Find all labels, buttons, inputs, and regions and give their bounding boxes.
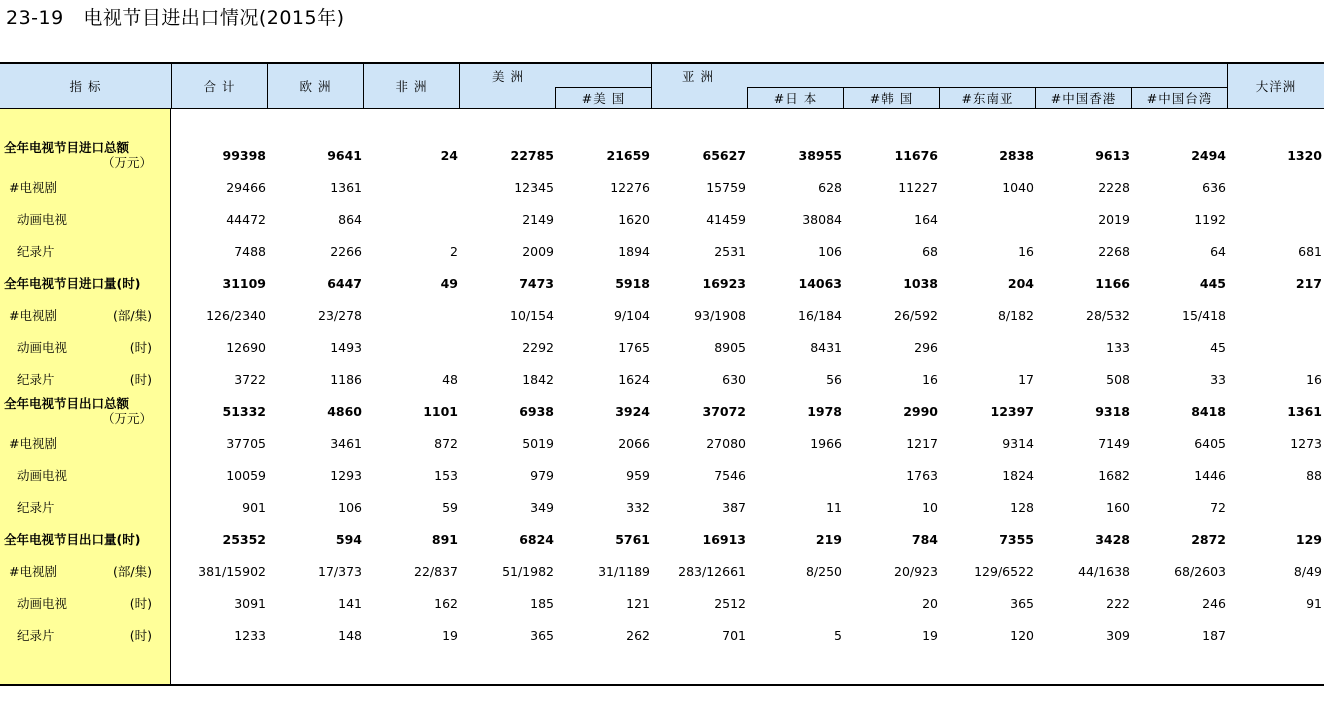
table-cell: 1620: [618, 212, 650, 227]
table-cell: 219: [815, 532, 842, 547]
data-table: [0, 62, 1324, 687]
table-cell: 16: [1306, 372, 1322, 387]
table-cell: 2009: [522, 244, 554, 259]
table-row: [0, 620, 1324, 652]
table-row: [0, 588, 1324, 620]
table-cell: 128: [1010, 500, 1034, 515]
table-cell: 246: [1202, 596, 1226, 611]
row-label: 全年电视节目进口量(时): [4, 276, 141, 291]
table-cell: 701: [722, 628, 746, 643]
table-cell: [1228, 300, 1322, 332]
table-cell: 9/104: [613, 308, 650, 323]
table-cell: 41459: [706, 212, 746, 227]
table-cell: 891: [431, 532, 458, 547]
table-cell: [748, 460, 842, 492]
row-unit: (时): [129, 340, 152, 355]
table-cell: 8/49: [1293, 564, 1322, 579]
table-cell: 2019: [1098, 212, 1130, 227]
table-cell: 5918: [615, 276, 650, 291]
table-cell: 31109: [222, 276, 266, 291]
table-cell: 44472: [226, 212, 266, 227]
table-cell: 51332: [222, 404, 266, 419]
table-cell: 8/250: [805, 564, 842, 579]
table-cell: 2494: [1191, 148, 1226, 163]
table-cell: 6447: [327, 276, 362, 291]
row-label: 全年电视节目进口总额: [4, 140, 130, 155]
table-cell: 309: [1106, 628, 1130, 643]
table-cell: 25352: [222, 532, 266, 547]
table-cell: 628: [818, 180, 842, 195]
header-oceania: 大洋洲: [1228, 64, 1324, 108]
table-cell: 365: [530, 628, 554, 643]
header-bottom-border: [0, 108, 1324, 109]
table-cell: 24: [440, 148, 458, 163]
header-africa: 非 洲: [364, 64, 460, 108]
row-label: #电视剧: [9, 436, 57, 451]
table-cell: 38084: [802, 212, 842, 227]
table-cell: 9318: [1095, 404, 1130, 419]
table-cell: 93/1908: [694, 308, 746, 323]
table-cell: 51/1982: [502, 564, 554, 579]
table-cell: 121: [626, 596, 650, 611]
table-cell: 508: [1106, 372, 1130, 387]
table-cell: 8905: [714, 340, 746, 355]
row-label: #电视剧: [9, 564, 57, 579]
row-unit: (时): [129, 596, 152, 611]
table-cell: 1293: [330, 468, 362, 483]
row-label: 纪录片: [17, 628, 55, 643]
row-unit: （万元）: [101, 155, 152, 170]
table-cell: 148: [338, 628, 362, 643]
table-cell: 22/837: [414, 564, 458, 579]
table-cell: 8/182: [997, 308, 1034, 323]
table-row: [0, 332, 1324, 364]
table-cell: 1192: [1194, 212, 1226, 227]
row-unit: (部/集): [113, 308, 152, 323]
table-cell: 784: [911, 532, 938, 547]
table-cell: 1320: [1287, 148, 1322, 163]
table-cell: 12345: [514, 180, 554, 195]
table-cell: [1228, 492, 1322, 524]
table-cell: 2149: [522, 212, 554, 227]
table-cell: 5761: [615, 532, 650, 547]
table-cell: 1038: [903, 276, 938, 291]
table-cell: 10/154: [510, 308, 554, 323]
table-cell: 6938: [519, 404, 554, 419]
header-southeast-asia: #东南亚: [940, 87, 1036, 108]
table-cell: 1966: [810, 436, 842, 451]
table-cell: [748, 588, 842, 620]
table-cell: 7546: [714, 468, 746, 483]
table-cell: 7488: [234, 244, 266, 259]
table-cell: 23/278: [318, 308, 362, 323]
table-cell: 59: [442, 500, 458, 515]
table-cell: 16913: [702, 532, 746, 547]
header-america-spacer: [460, 87, 556, 108]
table-cell: [940, 332, 1034, 364]
table-cell: 21659: [606, 148, 650, 163]
table-cell: 16923: [702, 276, 746, 291]
table-cell: 2: [450, 244, 458, 259]
table-cell: 16/184: [798, 308, 842, 323]
table-cell: 1763: [906, 468, 938, 483]
table-cell: [1228, 620, 1322, 652]
table-cell: 1446: [1194, 468, 1226, 483]
table-cell: 141: [338, 596, 362, 611]
table-cell: 7355: [999, 532, 1034, 547]
table-cell: 29466: [226, 180, 266, 195]
table-cell: 2066: [618, 436, 650, 451]
header-taiwan: #中国台湾: [1132, 87, 1228, 108]
table-row: [0, 300, 1324, 332]
table-cell: [1228, 172, 1322, 204]
table-cell: [364, 332, 458, 364]
row-label: 动画电视: [17, 340, 68, 355]
table-cell: 636: [1202, 180, 1226, 195]
header-japan: #日 本: [748, 87, 844, 108]
header-america: 美 洲: [460, 64, 652, 87]
table-cell: 283/12661: [678, 564, 746, 579]
table-cell: 65627: [702, 148, 746, 163]
table-cell: 4860: [327, 404, 362, 419]
row-unit: (时): [129, 628, 152, 643]
table-cell: 7149: [1098, 436, 1130, 451]
table-cell: 9314: [1002, 436, 1034, 451]
table-cell: 6824: [519, 532, 554, 547]
table-cell: 594: [335, 532, 362, 547]
table-cell: 12690: [226, 340, 266, 355]
table-cell: 217: [1295, 276, 1322, 291]
header-asia-spacer: [652, 87, 748, 108]
table-cell: 1273: [1290, 436, 1322, 451]
table-cell: 262: [626, 628, 650, 643]
table-cell: 2872: [1191, 532, 1226, 547]
table-cell: 7473: [519, 276, 554, 291]
table-cell: 3924: [615, 404, 650, 419]
table-cell: [1228, 332, 1322, 364]
table-cell: 153: [434, 468, 458, 483]
table-cell: 37072: [702, 404, 746, 419]
table-row: [0, 396, 1324, 428]
table-cell: 387: [722, 500, 746, 515]
table-cell: 19: [922, 628, 938, 643]
table-cell: 88: [1306, 468, 1322, 483]
table-cell: 864: [338, 212, 362, 227]
table-cell: 204: [1007, 276, 1034, 291]
table-cell: 49: [440, 276, 458, 291]
table-cell: 681: [1298, 244, 1322, 259]
table-cell: 1186: [330, 372, 362, 387]
table-cell: 1842: [522, 372, 554, 387]
table-cell: 11227: [898, 180, 938, 195]
table-cell: 72: [1210, 500, 1226, 515]
table-cell: 1682: [1098, 468, 1130, 483]
table-cell: 20: [922, 596, 938, 611]
table-cell: 872: [434, 436, 458, 451]
table-cell: 2228: [1098, 180, 1130, 195]
table-cell: 1101: [423, 404, 458, 419]
table-cell: 44/1638: [1078, 564, 1130, 579]
table-cell: 1824: [1002, 468, 1034, 483]
table-cell: 2266: [330, 244, 362, 259]
table-cell: 15/418: [1182, 308, 1226, 323]
table-row: [0, 172, 1324, 204]
header-indicator: 指 标: [0, 64, 172, 108]
table-cell: 8431: [810, 340, 842, 355]
header-europe: 欧 洲: [268, 64, 364, 108]
table-cell: 15759: [706, 180, 746, 195]
table-row: [0, 140, 1324, 172]
table-cell: 22785: [510, 148, 554, 163]
table-cell: 1765: [618, 340, 650, 355]
table-cell: 129/6522: [974, 564, 1034, 579]
table-cell: 9641: [327, 148, 362, 163]
row-label: 纪录片: [17, 372, 55, 387]
table-cell: 28/532: [1086, 308, 1130, 323]
row-label: 动画电视: [17, 212, 68, 227]
table-cell: [364, 172, 458, 204]
table-bottom-border: [0, 684, 1324, 686]
table-cell: 16: [1018, 244, 1034, 259]
row-label: #电视剧: [9, 180, 57, 195]
table-cell: 5019: [522, 436, 554, 451]
table-row: [0, 236, 1324, 268]
table-cell: 365: [1010, 596, 1034, 611]
table-cell: 11676: [894, 148, 938, 163]
table-cell: 1894: [618, 244, 650, 259]
header-total: 合 计: [172, 64, 268, 108]
row-label: 全年电视节目出口量(时): [4, 532, 141, 547]
table-cell: 1978: [807, 404, 842, 419]
table-cell: [1228, 204, 1322, 236]
table-cell: 17/373: [318, 564, 362, 579]
table-cell: 2990: [903, 404, 938, 419]
table-row: [0, 492, 1324, 524]
table-cell: 16: [922, 372, 938, 387]
row-label: 动画电视: [17, 468, 68, 483]
table-cell: 38955: [798, 148, 842, 163]
table-cell: 26/592: [894, 308, 938, 323]
table-cell: 6405: [1194, 436, 1226, 451]
table-cell: 185: [530, 596, 554, 611]
table-cell: 160: [1106, 500, 1130, 515]
table-cell: 1624: [618, 372, 650, 387]
table-cell: 1166: [1095, 276, 1130, 291]
header-asia: 亚 洲: [652, 64, 1228, 87]
table-row: [0, 268, 1324, 300]
table-cell: 120: [1010, 628, 1034, 643]
table-cell: 2531: [714, 244, 746, 259]
table-cell: 33: [1210, 372, 1226, 387]
table-cell: 5: [834, 628, 842, 643]
table-row: [0, 556, 1324, 588]
table-cell: 9613: [1095, 148, 1130, 163]
table-cell: [364, 300, 458, 332]
table-cell: 27080: [706, 436, 746, 451]
table-row: [0, 460, 1324, 492]
row-unit: (时): [129, 372, 152, 387]
table-cell: 11: [826, 500, 842, 515]
table-cell: 10059: [226, 468, 266, 483]
table-row: [0, 364, 1324, 396]
table-cell: 37705: [226, 436, 266, 451]
table-cell: 45: [1210, 340, 1226, 355]
table-cell: 56: [826, 372, 842, 387]
header-usa: #美 国: [556, 87, 652, 108]
table-cell: 187: [1202, 628, 1226, 643]
table-cell: 14063: [798, 276, 842, 291]
table-cell: 2838: [999, 148, 1034, 163]
table-cell: 296: [914, 340, 938, 355]
table-cell: 20/923: [894, 564, 938, 579]
row-unit: （万元）: [101, 411, 152, 426]
table-cell: 1217: [906, 436, 938, 451]
table-cell: 3428: [1095, 532, 1130, 547]
table-cell: 126/2340: [206, 308, 266, 323]
row-label: 全年电视节目出口总额: [4, 396, 130, 411]
table-cell: 979: [530, 468, 554, 483]
table-cell: 8418: [1191, 404, 1226, 419]
table-cell: 3461: [330, 436, 362, 451]
table-cell: 959: [626, 468, 650, 483]
row-label: 纪录片: [17, 244, 55, 259]
table-cell: 349: [530, 500, 554, 515]
table-cell: 222: [1106, 596, 1130, 611]
table-cell: 1233: [234, 628, 266, 643]
table-cell: 1361: [1287, 404, 1322, 419]
table-cell: [940, 204, 1034, 236]
table-cell: 445: [1199, 276, 1226, 291]
row-label: #电视剧: [9, 308, 57, 323]
table-cell: 106: [338, 500, 362, 515]
table-cell: 630: [722, 372, 746, 387]
table-cell: 106: [818, 244, 842, 259]
table-cell: 2292: [522, 340, 554, 355]
table-cell: 1361: [330, 180, 362, 195]
row-label: 动画电视: [17, 596, 68, 611]
table-cell: 17: [1018, 372, 1034, 387]
table-cell: 133: [1106, 340, 1130, 355]
table-cell: 19: [442, 628, 458, 643]
table-cell: 31/1189: [598, 564, 650, 579]
table-row: [0, 524, 1324, 556]
table-cell: 3722: [234, 372, 266, 387]
table-cell: 2268: [1098, 244, 1130, 259]
table-cell: 68/2603: [1174, 564, 1226, 579]
table-cell: 68: [922, 244, 938, 259]
table-cell: 2512: [714, 596, 746, 611]
table-cell: [364, 204, 458, 236]
table-cell: 12276: [610, 180, 650, 195]
table-cell: 3091: [234, 596, 266, 611]
table-cell: 901: [242, 500, 266, 515]
table-cell: 129: [1295, 532, 1322, 547]
table-cell: 164: [914, 212, 938, 227]
table-cell: 99398: [222, 148, 266, 163]
table-cell: 12397: [990, 404, 1034, 419]
row-unit: (部/集): [113, 564, 152, 579]
table-row: [0, 428, 1324, 460]
table-cell: 91: [1306, 596, 1322, 611]
table-cell: 10: [922, 500, 938, 515]
table-cell: 162: [434, 596, 458, 611]
table-cell: 1493: [330, 340, 362, 355]
table-cell: 1040: [1002, 180, 1034, 195]
header-korea: #韩 国: [844, 87, 940, 108]
table-cell: 64: [1210, 244, 1226, 259]
table-row: [0, 204, 1324, 236]
table-cell: 48: [442, 372, 458, 387]
table-cell: 332: [626, 500, 650, 515]
row-label: 纪录片: [17, 500, 55, 515]
header-hong-kong: #中国香港: [1036, 87, 1132, 108]
table-cell: 381/15902: [198, 564, 266, 579]
page-title: 23-19 电视节目进出口情况(2015年): [6, 7, 345, 29]
